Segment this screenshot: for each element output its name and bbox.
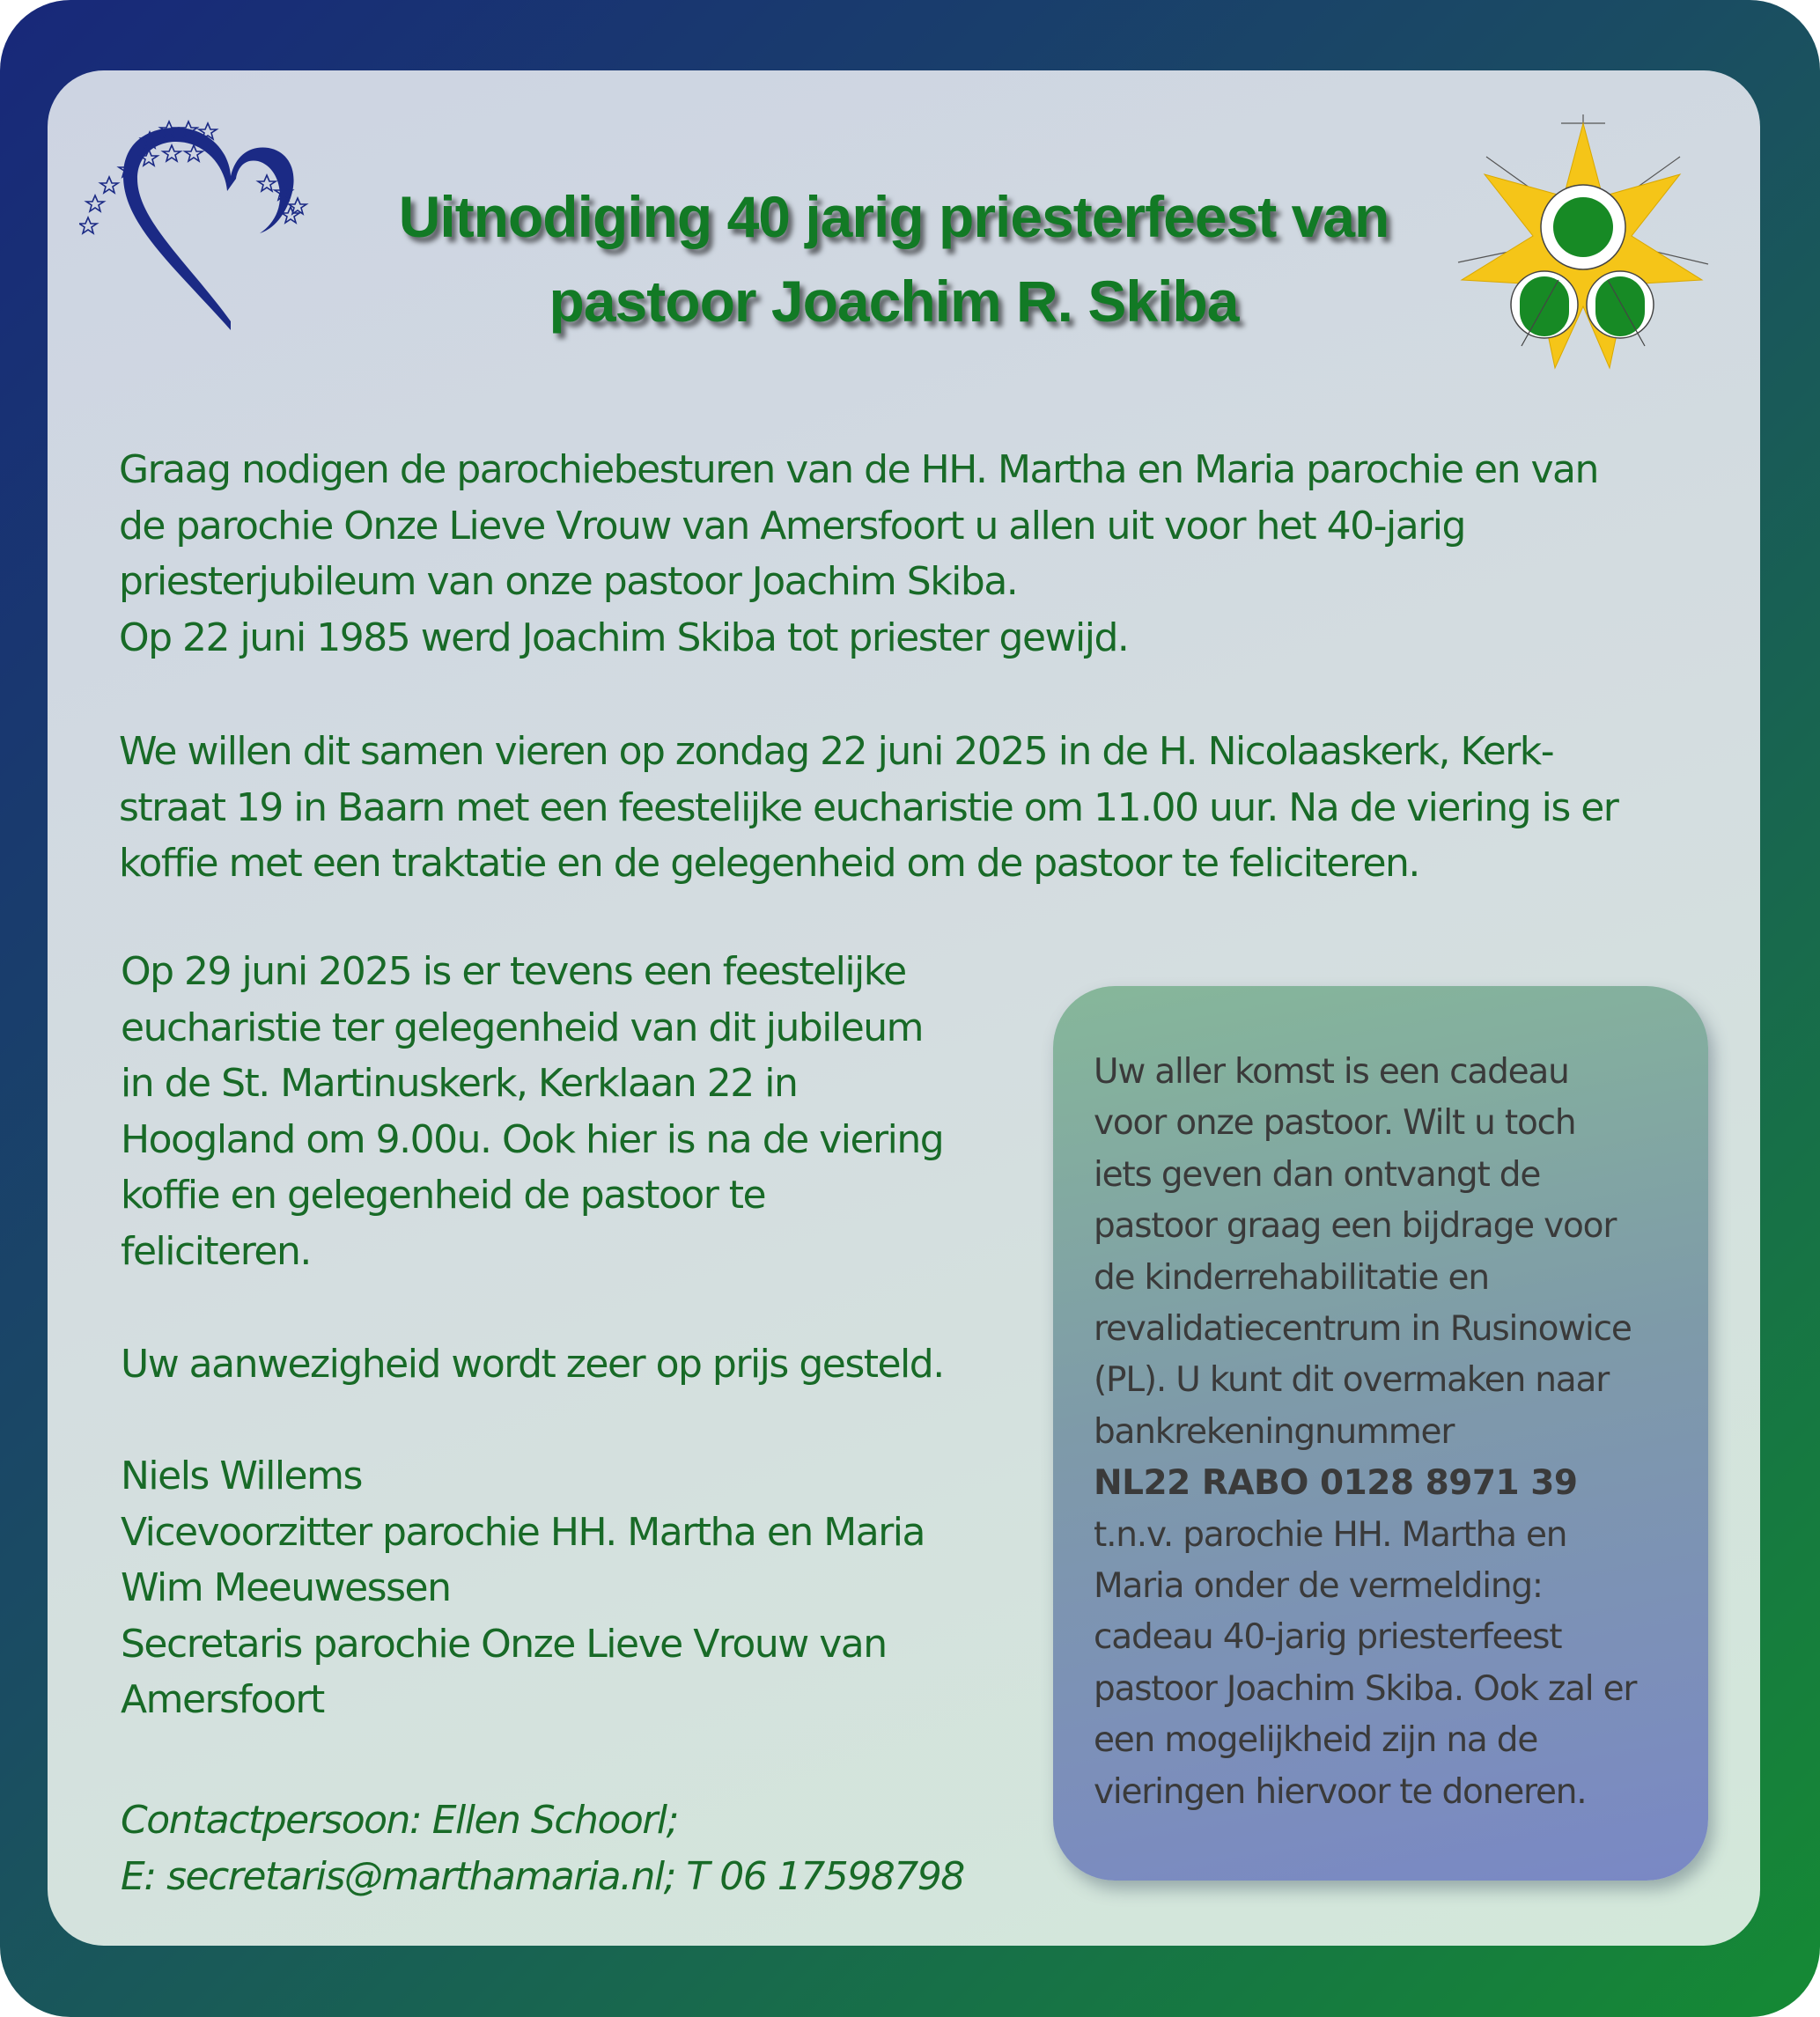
second-service-line: in de St. Martinuskerk, Kerklaan 22 in bbox=[121, 1061, 798, 1107]
intro-line: Graag nodigen de parochiebesturen van de HH. Martha en Maria parochie en van bbox=[119, 447, 1598, 492]
gift-line: pastoor graag een bijdrage voor bbox=[1094, 1206, 1617, 1247]
signatory-line: Vicevoorzitter parochie HH. Martha en Maria bbox=[121, 1509, 925, 1555]
gift-line: voor onze pastoor. Wilt u toch bbox=[1094, 1103, 1576, 1144]
second-service-line: koffie en gelegenheid de pastoor te bbox=[121, 1173, 766, 1218]
second-service-line: feliciteren. bbox=[121, 1228, 311, 1274]
intro-paragraph bbox=[119, 442, 1598, 666]
signatory-line: Niels Willems bbox=[121, 1454, 362, 1498]
title-line-1: Uitnodiging 40 jarig priesterfeest van bbox=[398, 184, 1389, 249]
gift-line: (PL). U kunt dit overmaken naar bbox=[1094, 1360, 1610, 1401]
contact-info bbox=[121, 1792, 964, 1904]
contact-email-phone: E: secretaris@marthamaria.nl; T 06 17598798 bbox=[121, 1853, 964, 1899]
gift-line: Uw aller komst is een cadeau bbox=[1094, 1052, 1569, 1092]
page-title bbox=[343, 174, 1444, 343]
second-service-line: Hoogland om 9.00u. Ook hier is na de viering bbox=[121, 1116, 944, 1162]
signatory-line: Amersfoort bbox=[121, 1677, 324, 1722]
heart-with-stars-icon bbox=[79, 110, 335, 374]
signatory-line: Wim Meeuwessen bbox=[121, 1565, 451, 1610]
second-service-paragraph bbox=[121, 944, 943, 1280]
second-service-line: Op 29 juni 2025 is er tevens een feestelijke bbox=[121, 949, 906, 994]
second-service-line: eucharistie ter gelegenheid van dit jubileum bbox=[121, 1005, 924, 1050]
gift-line: pastoor Joachim Skiba. Ook zal er bbox=[1094, 1668, 1637, 1709]
signatory-line: Secretaris parochie Onze Lieve Vrouw van bbox=[121, 1621, 887, 1667]
gift-info-text bbox=[1094, 1047, 1636, 1818]
celebration-line: koffie met een traktatie en de gelegenheid om de pastoor te feliciteren. bbox=[119, 841, 1419, 886]
presence-line: Uw aanwezigheid wordt zeer op prijs gesteld. bbox=[121, 1342, 944, 1387]
gift-line: iets geven dan ontvangt de bbox=[1094, 1154, 1541, 1195]
gift-line: vieringen hiervoor te doneren. bbox=[1094, 1771, 1587, 1812]
intro-line: Op 22 juni 1985 werd Joachim Skiba tot priester gewijd. bbox=[119, 615, 1129, 660]
intro-line: de parochie Onze Lieve Vrouw van Amersfoort u allen uit voor het 40-jarig bbox=[119, 503, 1465, 548]
signatories bbox=[121, 1448, 925, 1728]
contact-person: Contactpersoon: Ellen Schoorl; bbox=[121, 1798, 678, 1843]
gift-line: t.n.v. parochie HH. Martha en bbox=[1094, 1514, 1567, 1555]
title-line-2: pastoor Joachim R. Skiba bbox=[549, 269, 1239, 334]
celebration-line: straat 19 in Baarn met een feestelijke eucharistie om 11.00 uur. Na de viering is er bbox=[119, 784, 1618, 830]
gift-line: een mogelijkheid zijn na de bbox=[1094, 1720, 1538, 1761]
gift-line: revalidatiecentrum in Rusinowice bbox=[1094, 1309, 1632, 1350]
bank-account-number: NL22 RABO 0128 8971 39 bbox=[1094, 1463, 1578, 1504]
gift-line: cadeau 40-jarig priesterfeest bbox=[1094, 1617, 1562, 1658]
intro-line: priesterjubileum van onze pastoor Joachim Skiba. bbox=[119, 559, 1018, 604]
celebration-paragraph bbox=[119, 724, 1617, 892]
sun-star-with-three-circles-icon bbox=[1451, 113, 1713, 377]
celebration-line: We willen dit samen vieren op zondag 22 juni 2025 in de H. Nicolaaskerk, Kerk- bbox=[119, 729, 1554, 774]
gift-line: de kinderrehabilitatie en bbox=[1094, 1257, 1489, 1298]
gift-line: bankrekeningnummer bbox=[1094, 1411, 1455, 1452]
gift-line: Maria onder de vermelding: bbox=[1094, 1566, 1543, 1607]
